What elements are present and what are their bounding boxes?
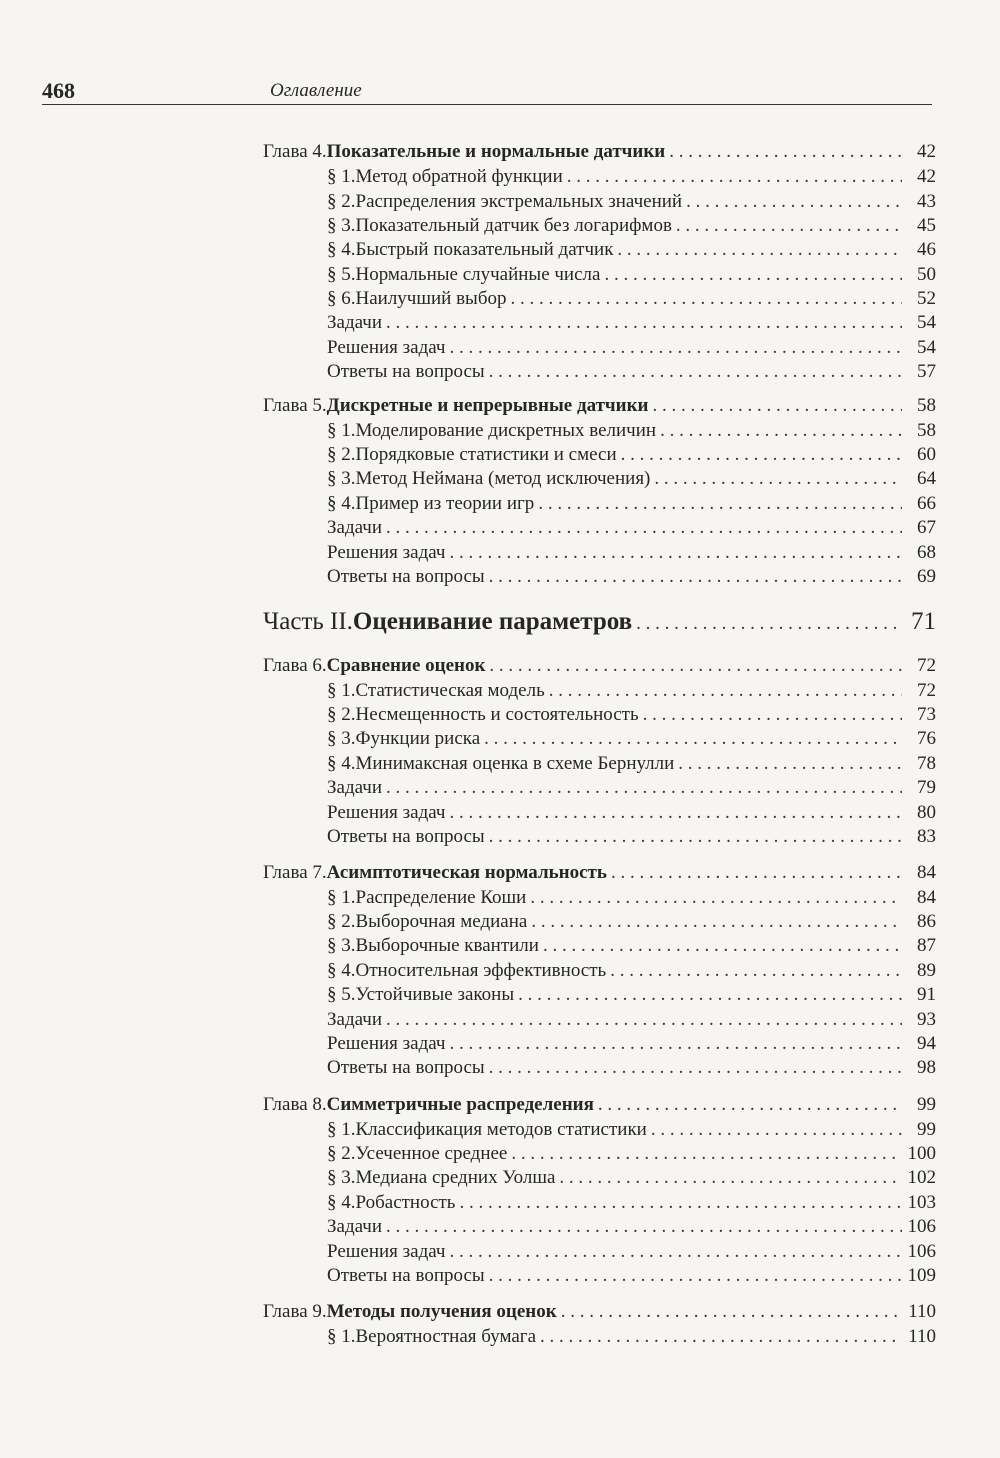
toc-entry-number: § 3.: [327, 215, 356, 236]
toc-page-number: 87: [917, 935, 936, 956]
toc-section-row: [327, 1215, 936, 1239]
toc-page-number: 93: [917, 1009, 936, 1030]
toc-entry-title: Ответы на вопросы: [327, 361, 485, 382]
toc-page-number: 110: [908, 1326, 936, 1347]
toc-section-row: [327, 419, 936, 443]
toc-section-row: [327, 959, 936, 983]
toc-page-number: 42: [917, 166, 936, 187]
dot-leader: [449, 1032, 902, 1056]
toc-section-row: [327, 1056, 936, 1080]
toc-entry-title: Вероятностная бумага: [355, 1326, 536, 1347]
toc-page-number: 103: [907, 1192, 936, 1213]
toc-section-row: [327, 886, 936, 910]
dot-leader: [489, 360, 902, 384]
toc-section-row: [327, 1142, 936, 1166]
toc-entry-title: Пример из теории игр: [355, 493, 535, 514]
toc-entry-title: Показательный датчик без логарифмов: [355, 215, 672, 236]
toc-section-row: [327, 776, 936, 800]
dot-leader: [386, 311, 902, 335]
toc-entry-number: § 6.: [327, 288, 356, 309]
toc-section-row: [327, 679, 936, 703]
toc-entry-title: Задачи: [327, 777, 383, 798]
toc-section-row: [327, 238, 936, 262]
dot-leader: [531, 910, 902, 934]
toc-section-row: [327, 190, 936, 214]
toc-entry-title: Ответы на вопросы: [327, 826, 485, 847]
dot-leader: [636, 607, 902, 639]
toc-entry-number: Глава 5.: [263, 395, 327, 416]
dot-leader: [386, 1215, 901, 1239]
toc-entry-number: § 3.: [327, 1167, 356, 1188]
toc-entry-number: § 1.: [327, 1119, 356, 1140]
toc-entry-number: § 1.: [327, 887, 356, 908]
toc-entry-title: Функции риска: [355, 728, 481, 749]
dot-leader: [489, 565, 902, 589]
toc-entry-title: Решения задач: [327, 542, 446, 563]
toc-section-row: [327, 287, 936, 311]
toc-entry-title: Быстрый показательный датчик: [355, 239, 614, 260]
toc-entry-number: § 2.: [327, 1143, 356, 1164]
toc-chapter-row: [263, 394, 936, 418]
dot-leader: [386, 776, 902, 800]
toc-entry-title: Решения задач: [327, 1033, 446, 1054]
toc-entry-number: § 1.: [327, 680, 356, 701]
toc-section-row: [327, 910, 936, 934]
toc-section-row: [327, 443, 936, 467]
toc-page-number: 100: [907, 1143, 936, 1164]
dot-leader: [538, 492, 902, 516]
toc-page-number: 43: [917, 191, 936, 212]
dot-leader: [686, 190, 902, 214]
toc-entry-title: Распределение Коши: [355, 887, 527, 908]
toc-page-number: 83: [917, 826, 936, 847]
toc-entry-number: § 4.: [327, 753, 356, 774]
toc-page-number: 72: [917, 680, 936, 701]
toc-section-row: [327, 1166, 936, 1190]
toc-entry-number: Глава 7.: [263, 862, 327, 883]
toc-entry-title: Ответы на вопросы: [327, 1057, 485, 1078]
toc-chapter-row: [263, 861, 936, 885]
toc-entry-title: Выборочная медиана: [355, 911, 528, 932]
toc-section-row: [327, 825, 936, 849]
toc-section-row: [327, 1325, 936, 1349]
toc-page-number: 102: [907, 1167, 936, 1188]
toc-section-row: [327, 541, 936, 565]
toc-page-number: 109: [907, 1265, 936, 1286]
toc-section-row: [327, 983, 936, 1007]
toc-entry-number: Глава 9.: [263, 1301, 327, 1322]
dot-leader: [611, 861, 902, 885]
toc-entry-title: Симметричные распределения: [326, 1094, 594, 1115]
toc-section-row: [327, 934, 936, 958]
toc-entry-number: § 5.: [327, 984, 356, 1005]
toc-entry-title: Задачи: [327, 517, 383, 538]
dot-leader: [386, 1008, 902, 1032]
toc-section-row: [327, 801, 936, 825]
toc-entry-title: Асимптотическая нормальность: [326, 862, 607, 883]
dot-leader: [598, 1093, 902, 1117]
toc-entry-title: Решения задач: [327, 802, 446, 823]
dot-leader: [651, 1118, 902, 1142]
dot-leader: [604, 263, 902, 287]
dot-leader: [543, 934, 902, 958]
toc-entry-title: Медиана средних Уолша: [355, 1167, 556, 1188]
toc-page-number: 91: [917, 984, 936, 1005]
toc-entry-title: Дискретные и непрерывные датчики: [326, 395, 649, 416]
toc-section-row: [327, 214, 936, 238]
toc-page-number: 64: [917, 468, 936, 489]
dot-leader: [489, 654, 902, 678]
dot-leader: [676, 214, 902, 238]
toc-page-number: 106: [907, 1241, 936, 1262]
toc-section-row: [327, 1264, 936, 1288]
toc-page-number: 50: [917, 264, 936, 285]
toc-section-row: [327, 165, 936, 189]
toc-page-number: 60: [917, 444, 936, 465]
toc-page-number: 52: [917, 288, 936, 309]
toc-page-number: 66: [917, 493, 936, 514]
toc-page-number: 84: [917, 862, 936, 883]
running-title: Оглавление: [270, 80, 362, 101]
dot-leader: [678, 752, 902, 776]
page-number: 468: [42, 78, 75, 103]
toc-page-number: 54: [917, 312, 936, 333]
toc-section-row: [327, 360, 936, 384]
toc-entry-title: Устойчивые законы: [355, 984, 515, 1005]
toc-page-number: 86: [917, 911, 936, 932]
toc-entry-title: Ответы на вопросы: [327, 566, 485, 587]
toc-entry-number: § 2.: [327, 444, 356, 465]
dot-leader: [518, 983, 902, 1007]
toc-chapter-row: [263, 654, 936, 678]
toc-entry-title: Нормальные случайные числа: [355, 264, 601, 285]
toc-page-number: 71: [911, 608, 936, 635]
toc-entry-title: Решения задач: [327, 337, 446, 358]
toc-page-number: 106: [907, 1216, 936, 1237]
toc-page-number: 78: [917, 753, 936, 774]
dot-leader: [559, 1166, 901, 1190]
toc-entry-title: Решения задач: [327, 1241, 446, 1262]
toc-page-number: 46: [917, 239, 936, 260]
toc-entry-title: Метод обратной функции: [355, 166, 563, 187]
toc-entry-number: § 2.: [327, 191, 356, 212]
toc-section-row: [327, 1118, 936, 1142]
toc-entry-number: § 1.: [327, 420, 356, 441]
toc-entry-title: Статистическая модель: [355, 680, 545, 701]
toc-chapter-row: [263, 1093, 936, 1117]
toc-page-number: 79: [917, 777, 936, 798]
dot-leader: [489, 825, 902, 849]
toc-chapter-row: [263, 1300, 936, 1324]
toc-page-number: 45: [917, 215, 936, 236]
dot-leader: [643, 703, 902, 727]
toc-entry-title: Усеченное среднее: [355, 1143, 508, 1164]
toc-page-number: 72: [917, 655, 936, 676]
toc-entry-number: Глава 8.: [263, 1094, 327, 1115]
dot-leader: [540, 1325, 902, 1349]
toc-entry-number: § 4.: [327, 960, 356, 981]
toc-entry-title: Задачи: [327, 312, 383, 333]
dot-leader: [449, 801, 902, 825]
toc-entry-number: § 2.: [327, 704, 356, 725]
dot-leader: [561, 1300, 902, 1324]
toc-page-number: 89: [917, 960, 936, 981]
toc-entry-title: Задачи: [327, 1009, 383, 1030]
toc-section-row: [327, 492, 936, 516]
toc-entry-title: Методы получения оценок: [326, 1301, 557, 1322]
toc-page-number: 98: [917, 1057, 936, 1078]
toc-entry-number: § 2.: [327, 911, 356, 932]
toc-page-number: 73: [917, 704, 936, 725]
toc-entry-title: Сравнение оценок: [326, 655, 486, 676]
dot-leader: [621, 443, 902, 467]
toc-entry-number: § 4.: [327, 239, 356, 260]
dot-leader: [449, 336, 902, 360]
toc-entry-title: Наилучший выбор: [355, 288, 507, 309]
toc-entry-title: Минимаксная оценка в схеме Бернулли: [355, 753, 675, 774]
toc-chapter-row: [263, 140, 936, 164]
dot-leader: [654, 467, 902, 491]
toc-entry-title: Распределения экстремальных значений: [355, 191, 683, 212]
toc-entry-number: § 1.: [327, 1326, 356, 1347]
dot-leader: [652, 394, 902, 418]
toc-page-number: 54: [917, 337, 936, 358]
toc-entry-number: § 3.: [327, 468, 356, 489]
toc-section-row: [327, 727, 936, 751]
toc-page-number: 58: [917, 420, 936, 441]
toc-section-row: [327, 1008, 936, 1032]
dot-leader: [610, 959, 902, 983]
toc-entry-title: Выборочные квантили: [355, 935, 539, 956]
toc-page-number: 58: [917, 395, 936, 416]
dot-leader: [530, 886, 902, 910]
dot-leader: [669, 140, 902, 164]
toc-page-number: 99: [917, 1119, 936, 1140]
toc-page-number: 80: [917, 802, 936, 823]
toc-entry-number: § 3.: [327, 728, 356, 749]
toc-section-row: [327, 1240, 936, 1264]
toc-entry-number: § 1.: [327, 166, 356, 187]
toc-entry-title: Порядковые статистики и смеси: [355, 444, 617, 465]
toc-page-number: 57: [917, 361, 936, 382]
toc-entry-title: Показательные и нормальные датчики: [326, 141, 666, 162]
toc-section-row: [327, 1032, 936, 1056]
toc-page-number: 68: [917, 542, 936, 563]
dot-leader: [510, 287, 902, 311]
toc-entry-number: Глава 4.: [263, 141, 327, 162]
dot-leader: [617, 238, 902, 262]
toc-section-row: [327, 516, 936, 540]
dot-leader: [489, 1056, 902, 1080]
dot-leader: [459, 1191, 901, 1215]
toc-page-number: 84: [917, 887, 936, 908]
toc-entry-title: Ответы на вопросы: [327, 1265, 485, 1286]
toc-section-row: [327, 703, 936, 727]
dot-leader: [449, 1240, 901, 1264]
toc-entry-title: Оценивание параметров: [352, 608, 633, 635]
toc-entry-number: § 3.: [327, 935, 356, 956]
toc-page-number: 42: [917, 141, 936, 162]
dot-leader: [484, 727, 902, 751]
toc-entry-number: § 5.: [327, 264, 356, 285]
toc-section-row: [327, 752, 936, 776]
toc-page-number: 76: [917, 728, 936, 749]
toc-page-number: 99: [917, 1094, 936, 1115]
dot-leader: [449, 541, 902, 565]
dot-leader: [489, 1264, 902, 1288]
toc-page-number: 67: [917, 517, 936, 538]
toc-section-row: [327, 311, 936, 335]
toc-entry-number: § 4.: [327, 493, 356, 514]
toc-section-row: [327, 1191, 936, 1215]
toc-page-number: 69: [917, 566, 936, 587]
dot-leader: [386, 516, 902, 540]
toc-entry-number: Глава 6.: [263, 655, 327, 676]
toc-section-row: [327, 263, 936, 287]
dot-leader: [660, 419, 902, 443]
dot-leader: [511, 1142, 901, 1166]
toc-entry-title: Робастность: [355, 1192, 456, 1213]
toc-part-row: [263, 607, 936, 637]
toc-entry-title: Метод Неймана (метод исключения): [355, 468, 651, 489]
toc-entry-title: Классификация методов статистики: [355, 1119, 647, 1140]
toc-section-row: [327, 336, 936, 360]
toc-entry-number: § 4.: [327, 1192, 356, 1213]
toc-entry-title: Несмещенность и состоятельность: [355, 704, 639, 725]
toc-page-number: 94: [917, 1033, 936, 1054]
toc-entry-title: Моделирование дискретных величин: [355, 420, 657, 441]
dot-leader: [567, 165, 902, 189]
toc-entry-number: Часть II.: [263, 608, 353, 635]
toc-entry-title: Относительная эффективность: [355, 960, 607, 981]
toc-section-row: [327, 467, 936, 491]
dot-leader: [549, 679, 902, 703]
toc-page-number: 110: [908, 1301, 936, 1322]
toc-section-row: [327, 565, 936, 589]
toc-entry-title: Задачи: [327, 1216, 383, 1237]
